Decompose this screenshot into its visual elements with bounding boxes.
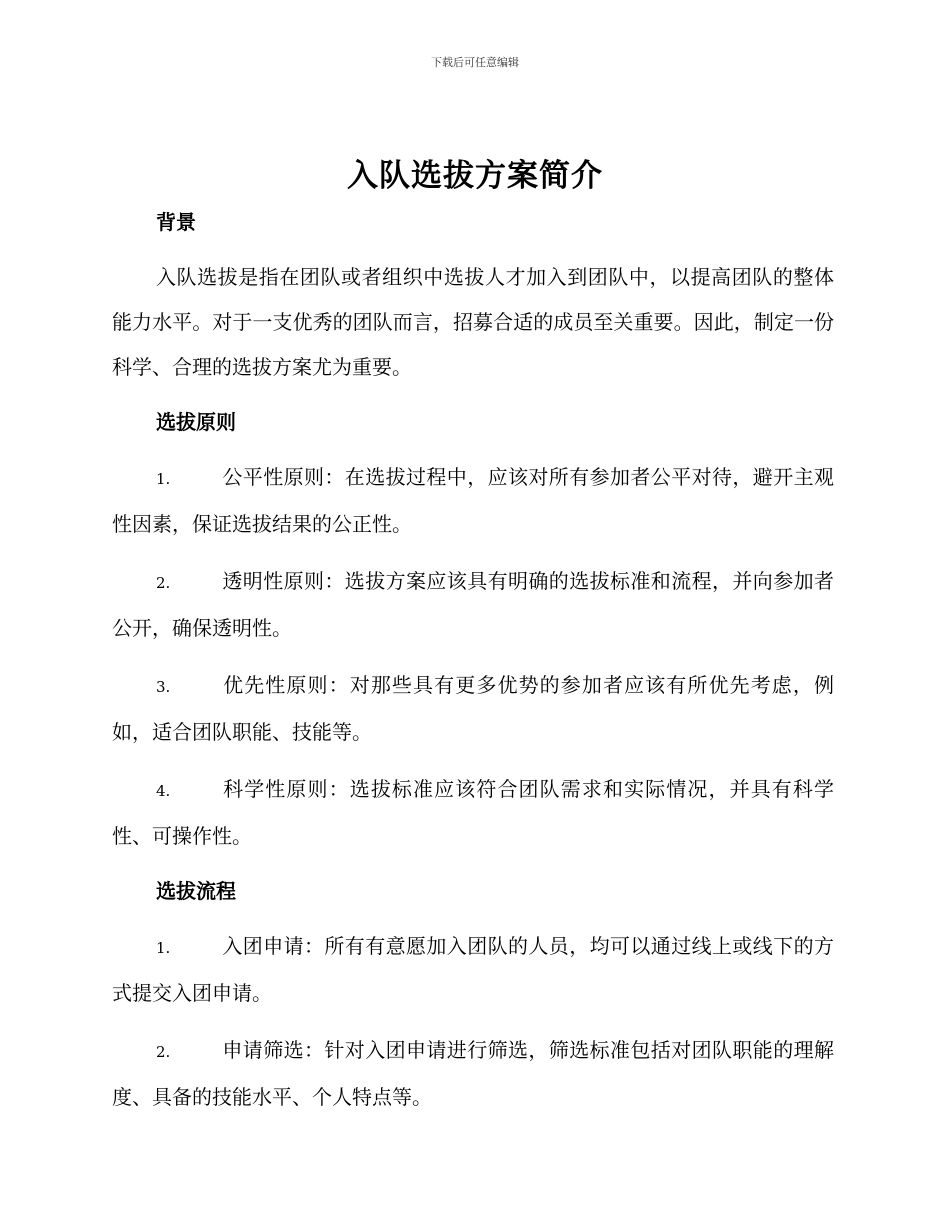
document-title: 入队选拔方案简介 <box>347 158 603 194</box>
item-text: 科学性原则：选拔标准应该符合团队需求和实际情况，并具有科学性、可操作性。 <box>112 777 834 848</box>
item-number: 4. <box>156 782 171 800</box>
process-item <box>112 1028 834 1120</box>
principle-item <box>112 767 834 859</box>
item-text: 申请筛选：针对入团申请进行筛选，筛选标准包括对团队职能的理解度、具备的技能水平、个人特点等。 <box>112 1038 834 1109</box>
item-number: 3. <box>156 678 171 696</box>
item-number: 1. <box>156 939 171 957</box>
item-text: 入团申请：所有有意愿加入团队的人员，均可以通过线上或线下的方式提交入团申请。 <box>112 934 834 1005</box>
principle-item <box>112 559 834 651</box>
item-number: 2. <box>156 1043 171 1061</box>
background-paragraph: 入队选拔是指在团队或者组织中选拔人才加入到团队中，以提高团队的整体能力水平。对于一支优秀的团队而言，招募合适的成员至关重要。因此，制定一份科学、合理的选拔方案尤为重要。 <box>112 265 834 379</box>
process-item <box>112 924 834 1016</box>
item-text: 透明性原则：选拔方案应该具有明确的选拔标准和流程，并向参加者公开，确保透明性。 <box>112 569 834 640</box>
page-header-note: 下载后可任意编辑 <box>431 56 519 69</box>
item-number: 2. <box>156 574 171 592</box>
section-heading-process: 选拔流程 <box>156 879 236 903</box>
section-heading-principles: 选拔原则 <box>156 410 236 434</box>
principle-item <box>112 455 834 547</box>
document-body <box>112 202 834 1120</box>
principle-item <box>112 663 834 755</box>
section-heading-background: 背景 <box>156 210 196 234</box>
item-text: 优先性原则：对那些具有更多优势的参加者应该有所优先考虑，例如，适合团队职能、技能等。 <box>112 673 834 744</box>
item-number: 1. <box>156 470 171 488</box>
item-text: 公平性原则：在选拔过程中，应该对所有参加者公平对待，避开主观性因素，保证选拔结果的公正性。 <box>112 465 834 536</box>
